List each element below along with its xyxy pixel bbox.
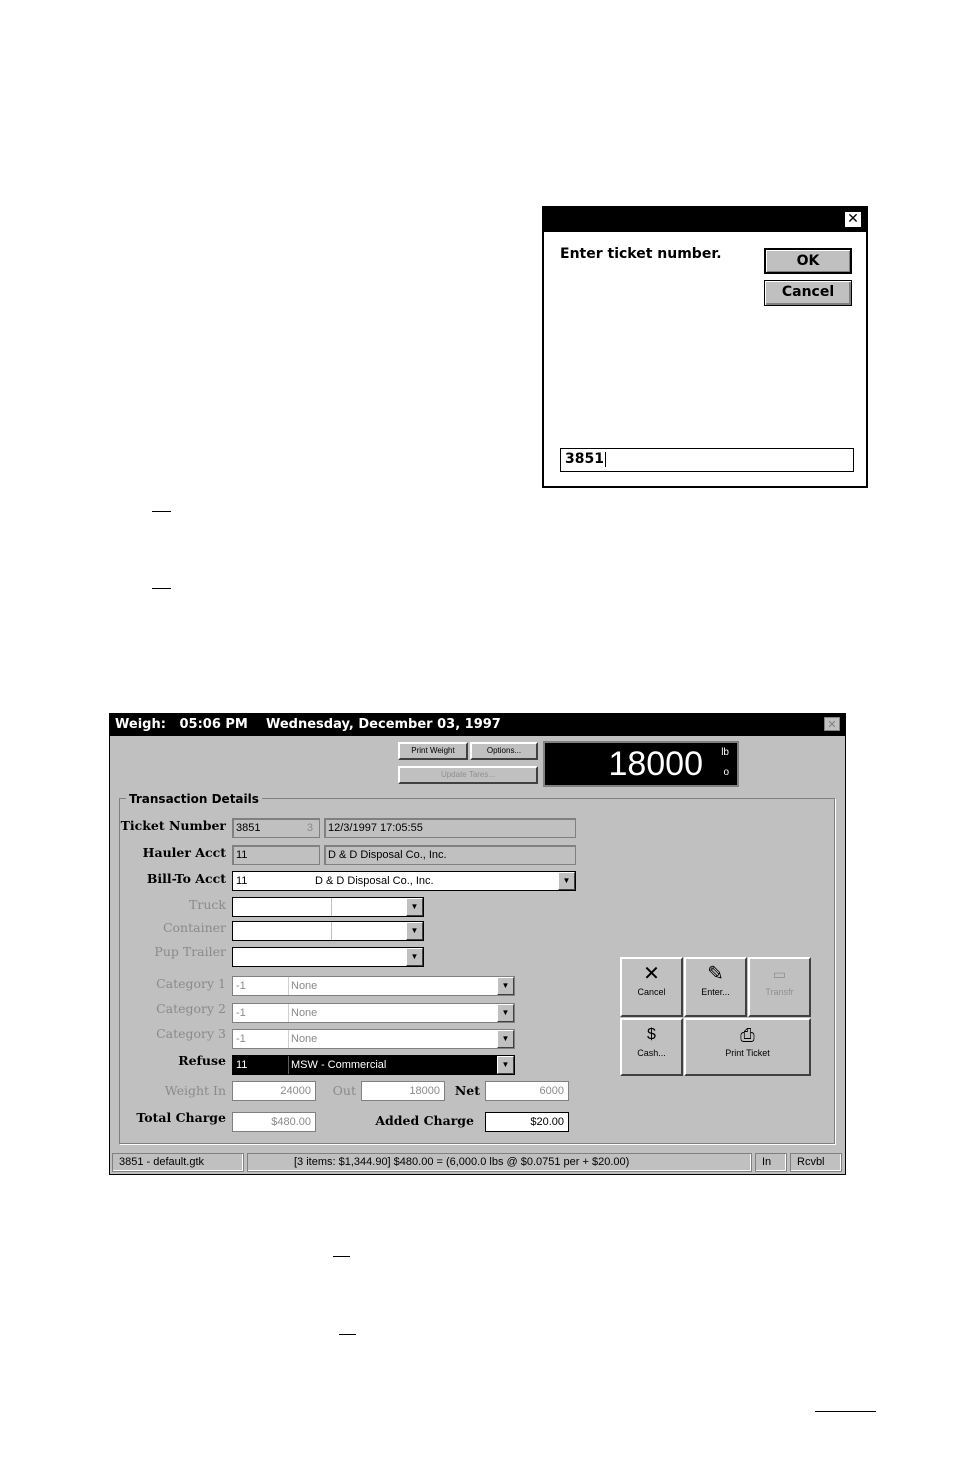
chevron-down-icon[interactable]: ▼ xyxy=(558,872,575,890)
pup-trailer-label: Pup Trailer xyxy=(154,944,226,959)
added-charge-label: Added Charge xyxy=(375,1113,474,1128)
status-summary: [3 items: $1,344.90] $480.00 = (6,000.0 lbs @ $0.0751 per + $20.00) xyxy=(247,1153,752,1172)
print-weight-button[interactable]: Print Weight xyxy=(398,742,468,760)
pup-trailer-select[interactable] xyxy=(232,947,424,967)
chevron-down-icon[interactable]: ▼ xyxy=(497,977,514,995)
update-tares-button[interactable]: Update Tares... xyxy=(398,766,538,784)
refuse-select[interactable] xyxy=(232,1055,515,1075)
weigh-window xyxy=(109,713,846,1175)
dollar-icon: $ xyxy=(647,1026,656,1043)
chevron-down-icon[interactable]: ▼ xyxy=(497,1030,514,1048)
net-label: Net xyxy=(454,1083,480,1098)
pen-icon: ✎ xyxy=(707,963,724,985)
refuse-code: 11 xyxy=(236,1059,248,1071)
status-direction: In xyxy=(755,1153,787,1172)
cash-label: Cash... xyxy=(637,1048,666,1058)
category2-code: -1 xyxy=(236,1007,246,1019)
window-title: Weigh: 05:06 PM Wednesday, December 03, 1997 xyxy=(110,714,845,736)
ticket-number-input[interactable] xyxy=(560,448,854,472)
weight-out-label: Out xyxy=(332,1083,356,1098)
dialog-close-icon[interactable]: ✕ xyxy=(844,211,862,228)
weight-value: 18000 xyxy=(608,745,703,783)
weight-display xyxy=(543,741,739,787)
chevron-down-icon[interactable]: ▼ xyxy=(497,1004,514,1022)
field-divider xyxy=(288,1056,289,1074)
enter-label: Enter... xyxy=(701,987,730,997)
transfer-button[interactable] xyxy=(748,957,811,1017)
print-ticket-label: Print Ticket xyxy=(725,1048,770,1058)
hauler-acct-field: 11 xyxy=(232,845,320,865)
chevron-down-icon[interactable]: ▼ xyxy=(406,898,423,916)
underline-mark xyxy=(152,511,171,512)
text-caret xyxy=(605,452,606,467)
underline-mark xyxy=(815,1411,876,1412)
bill-to-acct-select[interactable] xyxy=(232,871,576,891)
net-field[interactable]: 6000 xyxy=(485,1081,569,1101)
ticket-datetime-field: 12/3/1997 17:05:55 xyxy=(324,818,576,838)
category1-code: -1 xyxy=(236,980,246,992)
hauler-name-field: D & D Disposal Co., Inc. xyxy=(324,845,576,865)
category1-select[interactable] xyxy=(232,976,515,996)
ok-button[interactable]: OK xyxy=(764,248,852,274)
field-divider xyxy=(288,1004,289,1022)
underline-mark xyxy=(339,1334,356,1335)
chevron-down-icon[interactable]: ▼ xyxy=(406,922,423,940)
chevron-down-icon[interactable]: ▼ xyxy=(406,948,423,966)
ticket-number-dialog xyxy=(542,206,868,488)
print-ticket-button[interactable] xyxy=(684,1018,811,1076)
category3-select[interactable] xyxy=(232,1029,515,1049)
refuse-name: MSW - Commercial xyxy=(291,1059,387,1071)
category2-name: None xyxy=(291,1007,318,1019)
category3-code: -1 xyxy=(236,1033,246,1045)
field-divider xyxy=(288,977,289,995)
ticket-number-input-value: 3851 xyxy=(565,451,604,467)
truck-select[interactable] xyxy=(232,897,424,917)
ticket-number-value: 3851 xyxy=(236,822,261,834)
underline-mark xyxy=(152,588,171,589)
chevron-down-icon[interactable]: ▼ xyxy=(497,1056,514,1074)
weight-in-field[interactable]: 24000 xyxy=(232,1081,316,1101)
status-type: Rcvbl xyxy=(790,1153,842,1172)
status-bar xyxy=(112,1153,843,1172)
category1-name: None xyxy=(291,980,318,992)
underline-mark xyxy=(333,1256,350,1257)
category2-label: Category 2 xyxy=(156,1001,226,1016)
weight-in-label: Weight In xyxy=(164,1083,226,1098)
cash-button[interactable] xyxy=(620,1018,683,1076)
ticket-number-label: Ticket Number xyxy=(120,818,226,833)
ticket-number-field xyxy=(232,818,320,838)
container-label: Container xyxy=(162,920,226,935)
total-charge-field[interactable]: $480.00 xyxy=(232,1112,316,1132)
category2-select[interactable] xyxy=(232,1003,515,1023)
field-divider xyxy=(288,1030,289,1048)
category3-label: Category 3 xyxy=(156,1026,226,1041)
status-file: 3851 - default.gtk xyxy=(112,1153,244,1172)
bill-to-acct-label: Bill-To Acct xyxy=(146,871,226,886)
weight-out-field[interactable]: 18000 xyxy=(361,1081,445,1101)
window-close-icon[interactable]: ✕ xyxy=(824,717,840,731)
container-select[interactable] xyxy=(232,921,424,941)
options-button[interactable]: Options... xyxy=(470,742,538,760)
cancel-button[interactable]: Cancel xyxy=(764,280,852,306)
category1-label: Category 1 xyxy=(156,976,226,991)
printer-icon: ⎙ xyxy=(740,1025,755,1045)
cancel-transaction-label: Cancel xyxy=(637,987,666,997)
enter-button[interactable] xyxy=(684,957,747,1017)
group-title: Transaction Details xyxy=(126,792,262,806)
weight-status: o xyxy=(723,767,729,778)
bill-to-name-value: D & D Disposal Co., Inc. xyxy=(315,875,434,887)
truck-label: Truck xyxy=(189,897,226,912)
field-divider xyxy=(331,898,332,916)
bill-to-acct-value: 11 xyxy=(236,875,248,887)
dialog-prompt: Enter ticket number. xyxy=(560,246,722,262)
total-charge-label: Total Charge xyxy=(136,1110,226,1125)
refuse-label: Refuse xyxy=(178,1053,226,1068)
transfer-label: Transfr xyxy=(765,987,794,997)
close-icon: ✕ xyxy=(643,963,660,985)
field-divider xyxy=(331,922,332,940)
dialog-titlebar xyxy=(544,208,866,232)
added-charge-field[interactable]: $20.00 xyxy=(485,1112,569,1132)
transfer-icon: ▭ xyxy=(772,966,787,982)
ticket-seq: 3 xyxy=(306,822,313,834)
hauler-acct-label: Hauler Acct xyxy=(142,845,226,860)
category3-name: None xyxy=(291,1033,318,1045)
cancel-transaction-button[interactable] xyxy=(620,957,683,1017)
weight-unit: lb xyxy=(721,747,729,758)
